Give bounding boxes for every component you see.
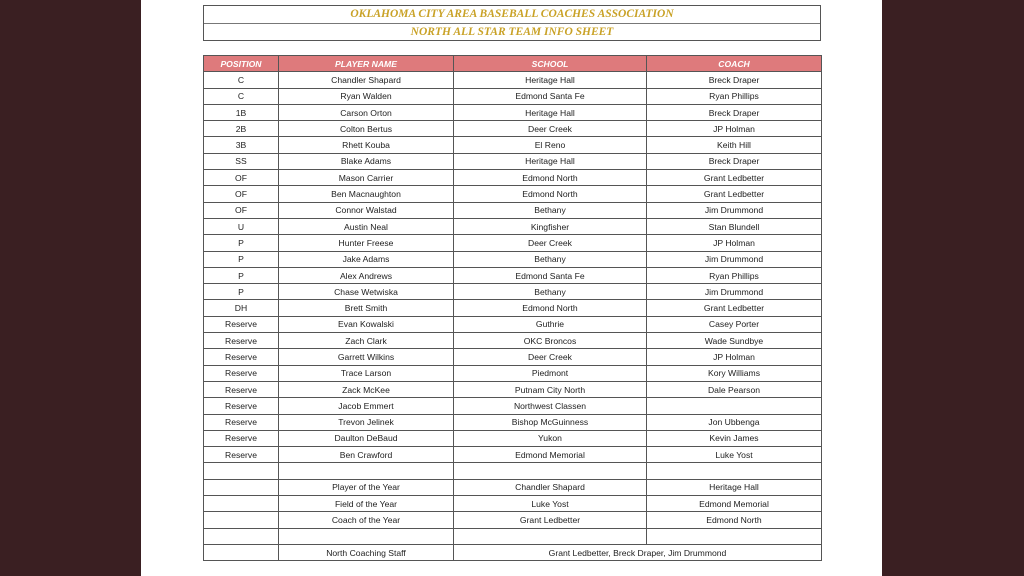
school-cell: Kingfisher [454,218,647,234]
coach-cell: JP Holman [647,235,822,251]
player-name-cell: Mason Carrier [279,170,454,186]
coaching-staff-label: North Coaching Staff [279,544,454,560]
school-cell: Northwest Classen [454,398,647,414]
coach-cell: Casey Porter [647,316,822,332]
award-row [204,479,822,495]
position-cell: DH [204,300,279,316]
position-cell: Reserve [204,447,279,463]
award-title-cell: Field of the Year [279,496,454,512]
empty-cell [279,463,454,479]
position-cell: OF [204,186,279,202]
school-cell: Bethany [454,202,647,218]
table-row [204,186,822,202]
table-row [204,333,822,349]
player-name-cell: Chandler Shapard [279,72,454,88]
association-title: OKLAHOMA CITY AREA BASEBALL COACHES ASSOCIATION [350,8,674,20]
position-cell: P [204,251,279,267]
empty-cell [204,528,279,544]
table-row [204,284,822,300]
player-name-cell: Colton Bertus [279,121,454,137]
empty-cell [279,528,454,544]
award-title-cell: Coach of the Year [279,512,454,528]
column-header-school: SCHOOL [454,56,647,72]
table-row [204,121,822,137]
school-cell: Edmond North [454,186,647,202]
coach-cell: Breck Draper [647,153,822,169]
player-name-cell: Austin Neal [279,218,454,234]
table-row [204,104,822,120]
player-name-cell: Connor Walstad [279,202,454,218]
award-recipient-cell: Chandler Shapard [454,479,647,495]
empty-cell [454,463,647,479]
award-recipient-cell: Grant Ledbetter [454,512,647,528]
table-row [204,251,822,267]
position-cell: Reserve [204,365,279,381]
empty-cell [204,496,279,512]
player-name-cell: Ryan Walden [279,88,454,104]
position-cell: P [204,267,279,283]
table-row [204,430,822,446]
school-cell: OKC Broncos [454,333,647,349]
school-cell: Deer Creek [454,235,647,251]
coach-cell: Luke Yost [647,447,822,463]
player-name-cell: Blake Adams [279,153,454,169]
coach-cell: Breck Draper [647,72,822,88]
column-header-coach: COACH [647,56,822,72]
player-name-cell: Jake Adams [279,251,454,267]
school-cell: Edmond Memorial [454,447,647,463]
empty-cell [647,528,822,544]
position-cell: Reserve [204,398,279,414]
school-cell: Guthrie [454,316,647,332]
awards-section [204,463,822,561]
table-row [204,267,822,283]
position-cell: Reserve [204,349,279,365]
table-row [204,381,822,397]
school-cell: Bishop McGuinness [454,414,647,430]
blank-row [204,463,822,479]
coaching-staff-names: Grant Ledbetter, Breck Draper, Jim Drummond [454,544,822,560]
school-cell: Deer Creek [454,349,647,365]
school-cell: Bethany [454,284,647,300]
award-school-cell: Heritage Hall [647,479,822,495]
award-recipient-cell: Luke Yost [454,496,647,512]
table-row [204,235,822,251]
empty-cell [204,479,279,495]
table-row [204,72,822,88]
coach-cell: Jim Drummond [647,284,822,300]
title-box [203,5,821,41]
school-cell: Edmond North [454,300,647,316]
player-name-cell: Carson Orton [279,104,454,120]
coach-cell: Wade Sundbye [647,333,822,349]
position-cell: U [204,218,279,234]
table-header-row [204,56,822,72]
player-name-cell: Evan Kowalski [279,316,454,332]
empty-cell [204,463,279,479]
player-name-cell: Ben Macnaughton [279,186,454,202]
player-name-cell: Brett Smith [279,300,454,316]
player-name-cell: Alex Andrews [279,267,454,283]
player-name-cell: Hunter Freese [279,235,454,251]
school-cell: Putnam City North [454,381,647,397]
coach-cell: Keith Hill [647,137,822,153]
roster-table [203,55,822,561]
coach-cell: Grant Ledbetter [647,170,822,186]
coach-cell: Grant Ledbetter [647,300,822,316]
coach-cell: Jim Drummond [647,251,822,267]
position-cell: Reserve [204,414,279,430]
coach-cell: Ryan Phillips [647,267,822,283]
school-cell: Bethany [454,251,647,267]
position-cell: 3B [204,137,279,153]
coach-cell: Kory Williams [647,365,822,381]
coaching-staff-row [204,544,822,560]
coach-cell: JP Holman [647,121,822,137]
blank-row [204,528,822,544]
table-row [204,88,822,104]
position-cell: SS [204,153,279,169]
position-cell: OF [204,170,279,186]
document-page [141,0,882,576]
award-row [204,496,822,512]
player-name-cell: Trevon Jelinek [279,414,454,430]
empty-cell [204,544,279,560]
coach-cell: Stan Blundell [647,218,822,234]
school-cell: Yukon [454,430,647,446]
coach-cell: Ryan Phillips [647,88,822,104]
coach-cell: JP Holman [647,349,822,365]
position-cell: Reserve [204,430,279,446]
column-header-player-name: PLAYER NAME [279,56,454,72]
school-cell: Heritage Hall [454,104,647,120]
sheet-title: NORTH ALL STAR TEAM INFO SHEET [204,23,820,41]
coach-cell: Jim Drummond [647,202,822,218]
table-row [204,300,822,316]
position-cell: Reserve [204,333,279,349]
player-name-cell: Zack McKee [279,381,454,397]
position-cell: C [204,88,279,104]
position-cell: P [204,284,279,300]
award-school-cell: Edmond North [647,512,822,528]
player-name-cell: Daulton DeBaud [279,430,454,446]
table-row [204,170,822,186]
award-row [204,512,822,528]
roster-body [204,72,822,463]
school-cell: Edmond Santa Fe [454,267,647,283]
coach-cell: Breck Draper [647,104,822,120]
player-name-cell: Garrett Wilkins [279,349,454,365]
column-header-position: POSITION [204,56,279,72]
position-cell: 1B [204,104,279,120]
player-name-cell: Zach Clark [279,333,454,349]
empty-cell [454,528,647,544]
coach-cell: Kevin James [647,430,822,446]
table-row [204,202,822,218]
coach-cell: Grant Ledbetter [647,186,822,202]
school-cell: El Reno [454,137,647,153]
player-name-cell: Trace Larson [279,365,454,381]
school-cell: Heritage Hall [454,72,647,88]
table-row [204,447,822,463]
empty-cell [647,463,822,479]
school-cell: Edmond North [454,170,647,186]
position-cell: P [204,235,279,251]
table-row [204,414,822,430]
position-cell: Reserve [204,381,279,397]
table-row [204,316,822,332]
position-cell: 2B [204,121,279,137]
table-row [204,153,822,169]
player-name-cell: Rhett Kouba [279,137,454,153]
coach-cell [647,398,822,414]
position-cell: Reserve [204,316,279,332]
coach-cell: Jon Ubbenga [647,414,822,430]
school-cell: Edmond Santa Fe [454,88,647,104]
table-row [204,349,822,365]
position-cell: OF [204,202,279,218]
school-cell: Heritage Hall [454,153,647,169]
player-name-cell: Ben Crawford [279,447,454,463]
table-row [204,218,822,234]
player-name-cell: Chase Wetwiska [279,284,454,300]
award-school-cell: Edmond Memorial [647,496,822,512]
school-cell: Piedmont [454,365,647,381]
coach-cell: Dale Pearson [647,381,822,397]
position-cell: C [204,72,279,88]
school-cell: Deer Creek [454,121,647,137]
empty-cell [204,512,279,528]
table-row [204,365,822,381]
player-name-cell: Jacob Emmert [279,398,454,414]
table-row [204,398,822,414]
table-row [204,137,822,153]
award-title-cell: Player of the Year [279,479,454,495]
